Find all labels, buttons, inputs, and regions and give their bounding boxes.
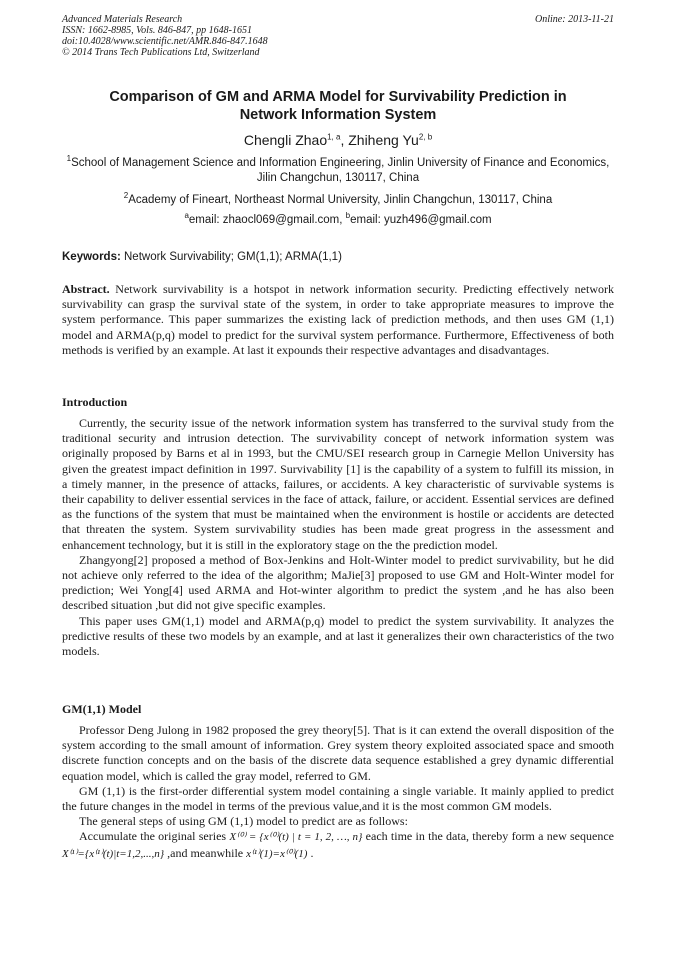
title-line-2: Network Information System [239, 107, 437, 123]
author-emails [62, 213, 614, 228]
keywords [62, 250, 614, 265]
author-list [62, 131, 614, 149]
original-series-formula: X⁽⁰⁾ = {x⁽⁰⁾(t) | t = 1, 2, …, n} [229, 831, 363, 844]
copyright-line: © 2014 Trans Tech Publications Ltd, Switzerland [62, 47, 260, 58]
abstract-label: Abstract. [62, 282, 110, 296]
author-1: Chengli Zhao [243, 132, 328, 148]
affiliation-2 [62, 193, 614, 208]
abstract [62, 282, 614, 358]
author-2: Zhiheng Yu [348, 132, 419, 148]
author-1-affil: 1, a [327, 132, 341, 142]
email-a: email: zhaocl069@gmail.com, [188, 214, 346, 226]
keywords-text: Network Survivability; GM(1,1); ARMA(1,1) [120, 251, 342, 263]
online-date: Online: 2013-11-21 [535, 14, 614, 25]
affiliation-2-text: Academy of Fineart, Northeast Normal University, Jinlin Changchun, 130117, China [128, 194, 553, 206]
email-a-marker: a [184, 211, 189, 221]
gm-p4-text-a: Accumulate the original series [79, 829, 230, 844]
paper-title [62, 88, 614, 124]
intro-paragraph-1: Currently, the security issue of the network information system has transferred to the survival study from the traditional security and intrusion detection. The survivability concept of network information system was originally proposed by Barns et al in 1993, but the CMU/SEI research group in Carnegie Mellon University has given the greatest impact definition in 1997. Survivability [1] is the capability of a system to fulfill its mission, in a timely manner, in the presence of attacks, failures, or accidents. A key characteristic of survivable systems is their capability to deliver essential services in the face of attack, failure, or accident. Essential services are defined as the functions of the system that must be maintained when the environment is hostile or accidents are detected that threaten the system. System survivability studies has been made great progress in the assessment and enhancement technology, but it is still in the exploratory stage on the the prediction model. [62, 416, 614, 552]
gm-body [62, 723, 614, 862]
keywords-label: Keywords: [62, 251, 121, 263]
author-separator: , [340, 132, 349, 148]
journal-header [62, 14, 614, 58]
gm-paragraph-4 [62, 829, 614, 861]
gm-p4-text-c: ,and meanwhile [164, 845, 247, 860]
affiliation-1-text: School of Management Science and Information Engineering, Jinlin University of Finance and Economics, Jilin Changchun, 130117, China [71, 157, 610, 184]
intro-paragraph-2: Zhangyong[2] proposed a method of Box-Jenkins and Holt-Winter model to predict survivability, but he did not achieve only referred to the idea of the algorithm; MaJie[3] proposed to use GM and Holt-Winter model for prediction; Wei Yong[4] used ARMA and Hot-winter algorithm to predict the system ,and he has also been described situation ,but did not give specific examples. [62, 552, 614, 613]
gm-paragraph-2: GM (1,1) is the first-order differential system model containing a single variable. It mainly applied to predict the future changes in the model in terms of the previous value,and it is the most common GM models. [62, 783, 614, 814]
abstract-text: Network survivability is a hotspot in network information security. Predicting effectively network survivability can grasp the survival state of the system, in order to take appropriate measures to improve the system performance. This paper summarizes the existing lack of prediction methods, and then uses GM (1,1) model and ARMA(p,q) model to predict for the survival system performance. Furthermore, Effectiveness of both methods is verified by an example. At last it expounds their respective advantages and disadvantages. [62, 282, 614, 357]
gm-p4-text-b: each time in the data, thereby form a new sequence [362, 829, 614, 844]
gm-p4-text-d: . [307, 845, 314, 860]
affiliation-2-number: 2 [123, 191, 129, 201]
initial-condition-formula: x⁽¹⁾(1)=x⁽⁰⁾(1) [246, 847, 308, 860]
introduction-heading: Introduction [62, 395, 128, 409]
issn-line: ISSN: 1662-8985, Vols. 846-847, pp 1648-1651 [62, 25, 252, 36]
doi-line: doi:10.4028/www.scientific.net/AMR.846-847.1648 [62, 36, 268, 47]
introduction-body [62, 416, 614, 659]
affiliation-1-number: 1 [66, 154, 72, 164]
journal-name: Advanced Materials Research [62, 14, 183, 25]
email-b: email: yuzh496@gmail.com [350, 214, 492, 226]
gm-heading: GM(1,1) Model [62, 702, 142, 716]
intro-paragraph-3: This paper uses GM(1,1) model and ARMA(p,q) model to predict the system survivability. It analyzes the predictive results of these two models by an example, and at last it generalizes their own characteristics of the two models. [62, 613, 614, 659]
accumulated-series-formula: X⁽¹⁾={x⁽¹⁾(t)|t=1,2,...,n} [62, 847, 165, 860]
email-b-marker: b [345, 211, 351, 221]
gm-paragraph-3: The general steps of using GM (1,1) model to predict are as follows: [79, 814, 408, 829]
gm-paragraph-1: Professor Deng Julong in 1982 proposed the grey theory[5]. That is it can extend the overall disposition of the system according to the small amount of information. Grey system theory exploited associated space and smooth discrete function concepts and on the basis of the discrete data sequence established a grey dynamic differential equation model, which is called the gray model, referred to GM. [62, 723, 614, 783]
title-line-1: Comparison of GM and ARMA Model for Survivability Prediction in [109, 89, 567, 105]
author-2-affil: 2, b [418, 132, 433, 142]
affiliation-1 [62, 156, 614, 186]
